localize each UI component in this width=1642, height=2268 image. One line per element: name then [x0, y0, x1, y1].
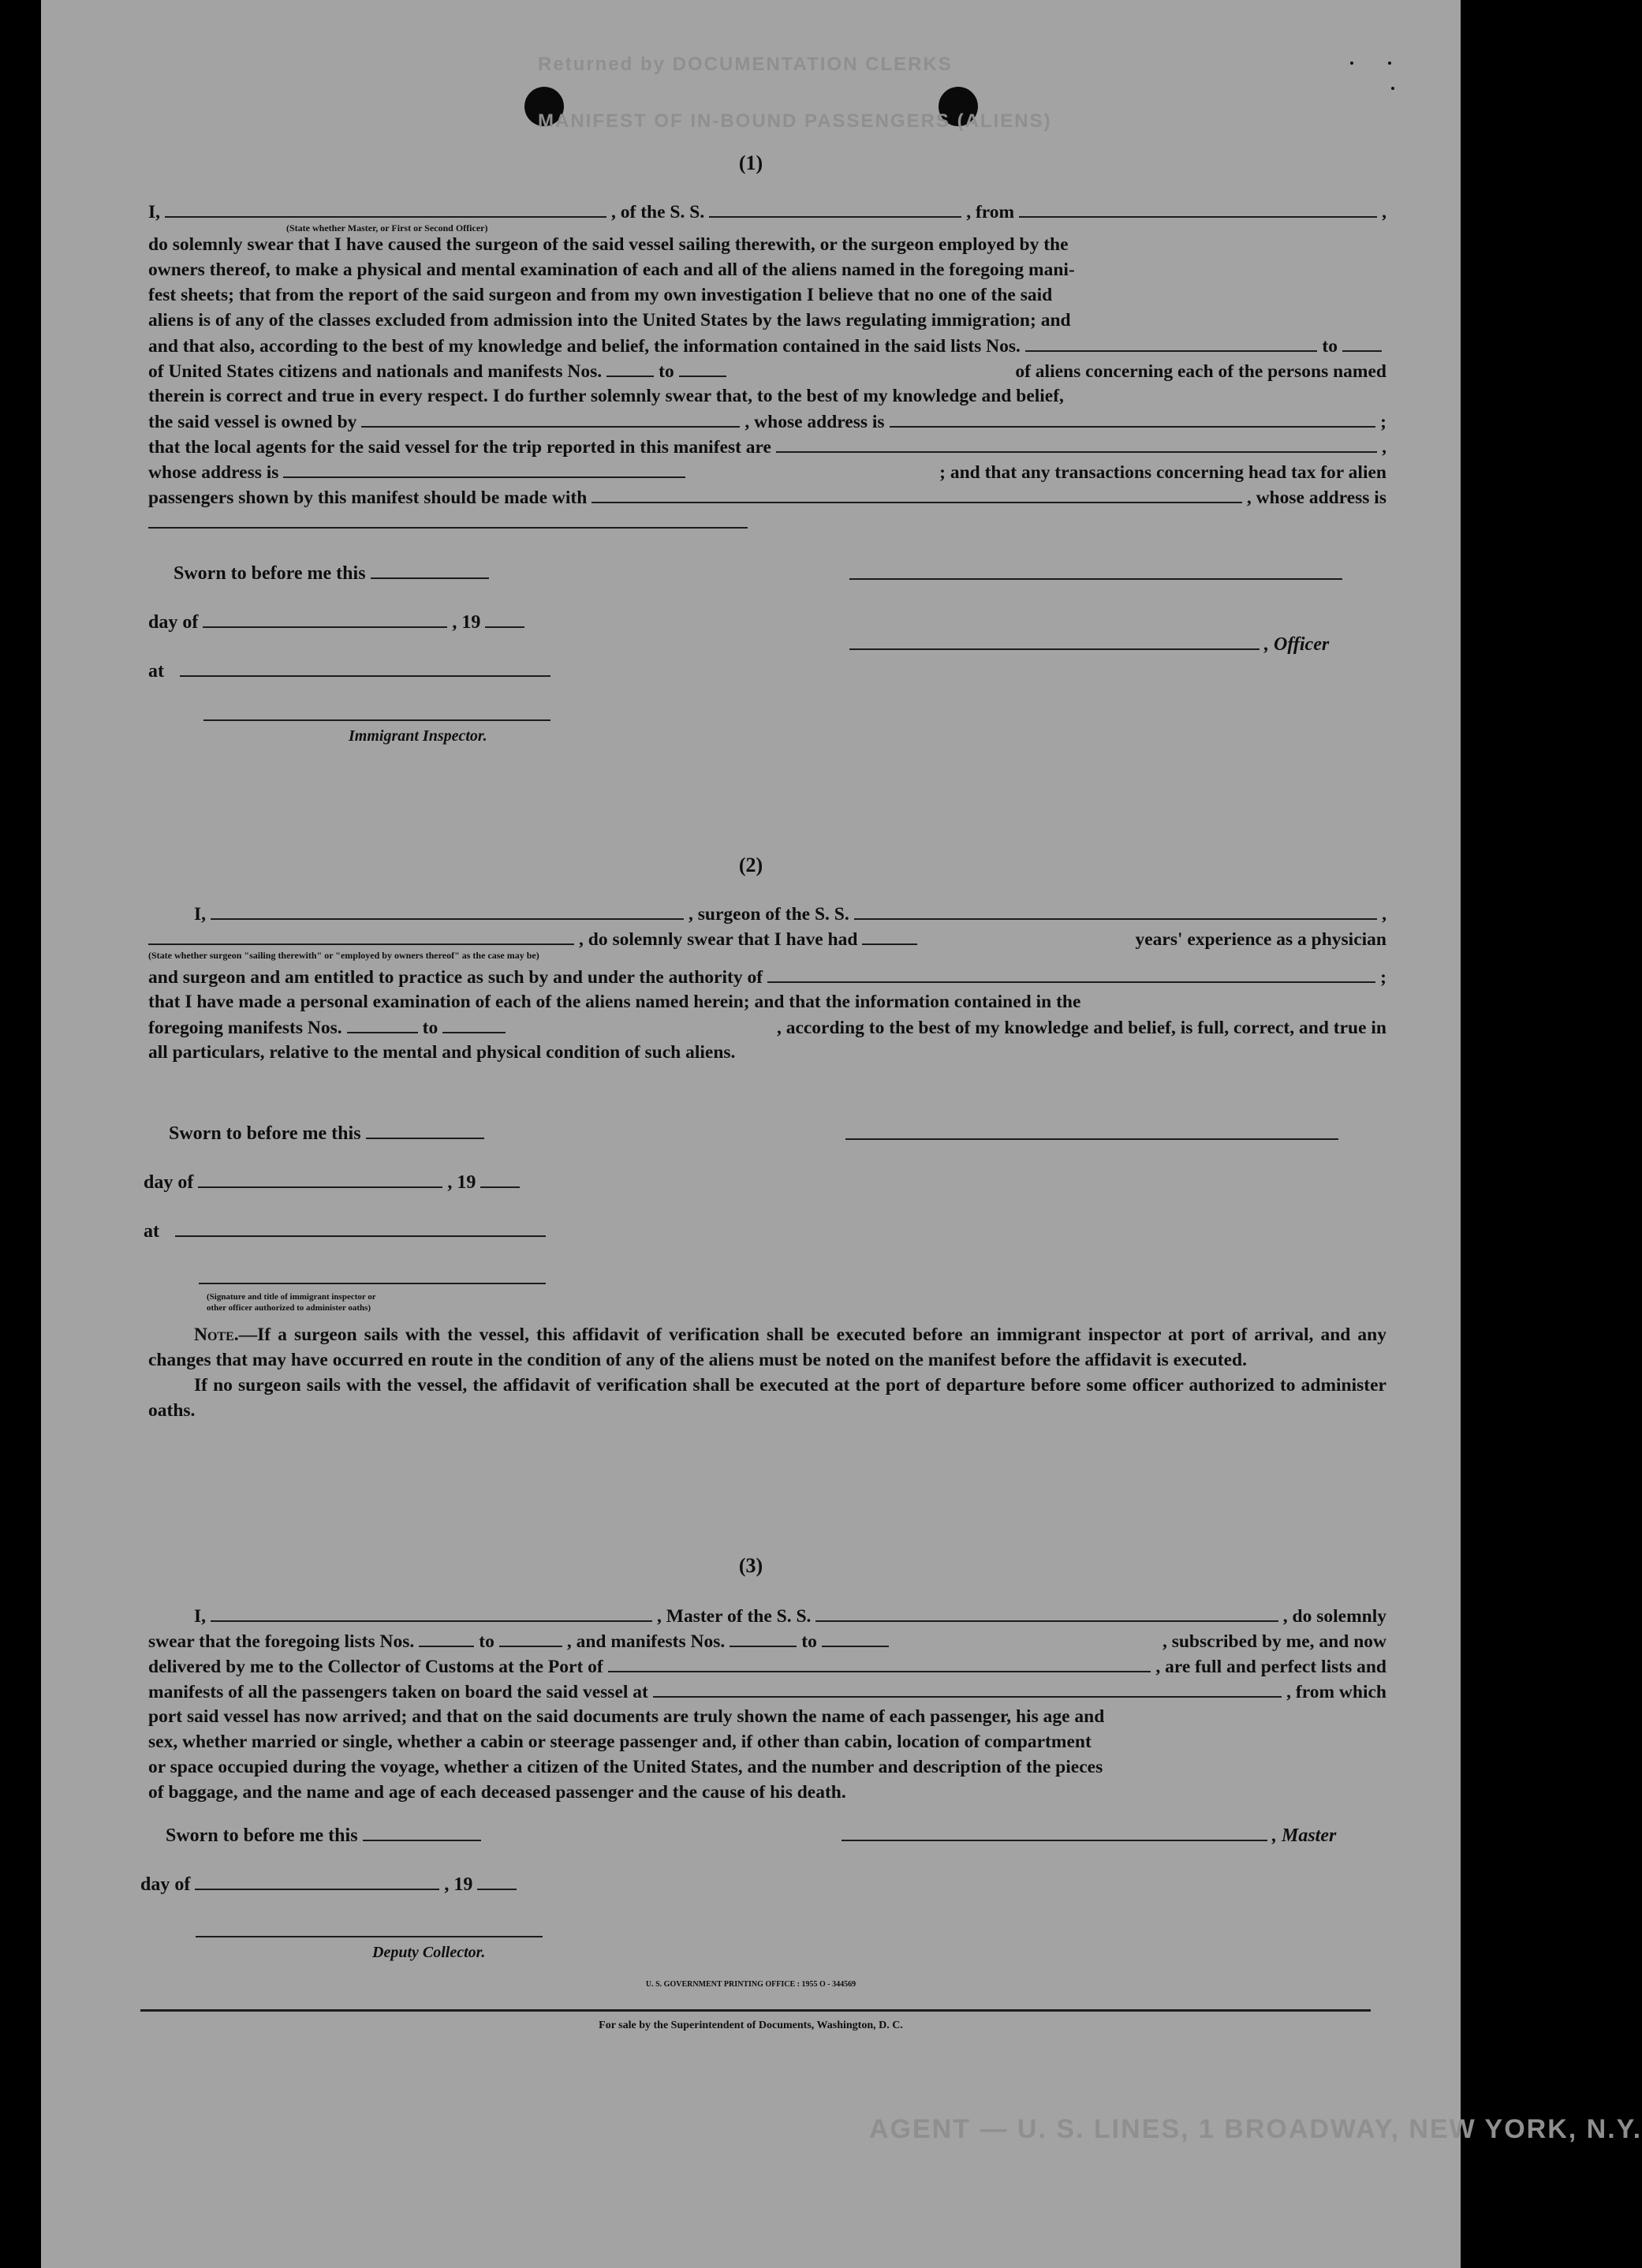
master-vessel-field[interactable]: [815, 1603, 1278, 1622]
port-of-embarkation-field[interactable]: [653, 1679, 1282, 1698]
officer-label: , Officer: [1264, 634, 1330, 655]
surgeon-manifests-from-field[interactable]: [347, 1014, 418, 1033]
faint-bottom-stamp: AGENT — U. S. LINES, 1 BROADWAY, NEW YORK, N.Y.: [869, 2114, 1642, 2144]
deputy-collector-label: Deputy Collector.: [372, 1944, 486, 1961]
sworn-day-field-3[interactable]: [363, 1822, 481, 1841]
master-signature-line[interactable]: [842, 1822, 1267, 1841]
sworn-day-field-2[interactable]: [366, 1120, 484, 1139]
master-manifests-to-field[interactable]: [822, 1628, 889, 1647]
section-3-number: (3): [738, 1554, 763, 1577]
sworn-place-field-2[interactable]: [175, 1218, 546, 1237]
sworn-label-3: Sworn to before me this: [166, 1825, 358, 1846]
surgeon-status-field[interactable]: [148, 926, 574, 945]
deputy-collector-signature-line[interactable]: [196, 1936, 543, 1937]
note-paragraph-2: If no surgeon sails with the vessel, the affidavit of verification shall be executed at the port of departure before some officer authorized to administer oaths.: [148, 1375, 1386, 1421]
day-of-label-2: day of: [144, 1172, 194, 1193]
sworn-month-field-3[interactable]: [195, 1871, 439, 1890]
manifests-to-field[interactable]: [679, 358, 726, 377]
lists-to-field[interactable]: [1342, 333, 1382, 352]
years-experience-field[interactable]: [862, 926, 917, 945]
signature-instruction-2: other officer authorized to administer oaths): [207, 1303, 371, 1313]
section-3-affidavit: I, , Master of the S. S. , do solemnly swear that the foregoing lists Nos. to , and manifests Nos. to , subscribed by me, and now delivered by me to the Collector of Customs at the Port of , are full and perfect lists and manifests of all the passengers taken on board the said vessel at , from which port said vessel has now arrived; and that on the said documents are truly shown the name of each passenger, his age and sex, whether married or single, whether a cabin or steerage passenger and, if other than cabin, location of compartment or space occupied during the voyage, whether a citizen of the United States, and the number and description of the pieces of baggage, and the name and age of each deceased passenger and the cause of his death.: [148, 1603, 1386, 1805]
faint-stamp-text: MANIFEST OF IN-BOUND PASSENGERS (ALIENS): [538, 110, 1052, 132]
master-label: , Master: [1272, 1825, 1337, 1846]
surgeon-vessel-field[interactable]: [854, 901, 1377, 920]
speck: [1391, 87, 1394, 90]
surgeon-status-instruction: (State whether surgeon "sailing therewith" or "employed by owners thereof" as the case may be): [148, 950, 539, 961]
officer-title-field[interactable]: [849, 631, 1259, 650]
lists-from-field[interactable]: [1025, 333, 1318, 352]
speck: [1350, 62, 1353, 65]
sworn-year-field-2[interactable]: [480, 1169, 520, 1188]
port-of-arrival-field[interactable]: [608, 1653, 1151, 1672]
surgeon-signature-line[interactable]: [845, 1138, 1338, 1140]
local-agents-field[interactable]: [776, 434, 1377, 453]
note-paragraph-1: —If a surgeon sails with the vessel, this affidavit of verification shall be executed before an immigrant inspector at port of arrival, and any changes that may have occurred en route in the condition of any of the aliens must be noted on the manifest before the affidavit is executed.: [148, 1325, 1386, 1370]
sworn-month-field-1[interactable]: [203, 609, 447, 628]
document-page: Returned by DOCUMENTATION CLERKS MANIFEST OF IN-BOUND PASSENGERS (ALIENS) AGENT — U. S. LINES, 1 BROADWAY, NEW YORK, N.Y. (1) I, , of the S. S. , from , (State whether Master, or First or Second Officer) do solemnly swear that I have caused the surgeon of the said vessel sailing therewith, or the surgeon employed by the owners thereof, to make a physical and mental examination of each and all of the aliens named in the foregoing mani- fest sheets; that from the report of the said surgeon and from my own investigation I believe that no one of the said aliens is of any of the classes excluded from admission into the United States by the laws regulating immigration; and and that also, according to the best of my knowledge and belief, the information contained in the said lists Nos. to of United States citizens and nationals and manifests Nos. to of aliens concerning each of the persons named therein is correct and true in every respect. I do further solemnly swear that, to the best of my knowledge and belief, the said vessel is owned by , whose address is ; that the local agents for the said vessel for the trip reported in this manifest are , whose address is ; and that any transactions concerning head tax for alien passengers shown by this manifest should be made with , whose address is Sworn to before me this day of , 19 at Immigrant Inspector. , Officer (2) I, , surgeon of the S. S. , , do solemnly swear that I have had years' experience as a physician (State whether surgeon "sailing therewith" or "employed by owners thereof" as the case may be) and surgeon and am entitled to practice as such by and under the authority of ; that I have made a personal examination of each of the aliens named herein; and that the information contained in the foregoing manifests Nos. to , according to the best of my knowledge and belief, is full, correct, and true in all particulars, relative to the mental and physical condition of such aliens. Sworn to before me this day of , 19 at (Signature and title of immigrant inspector or other officer authorized to administer oaths) Note.—If a surgeon sails with the vessel, this affidavit of verification shall be executed before an immigrant inspector at port of arrival, and any changes that may have occurred en route in the condition of any of the aliens must be noted on the manifest before the affidavit is executed. If no surgeon sails with the vessel, the affidavit of verification shall be executed at the port of departure before some officer authorized to administer oaths. (3) I, , Master of the S. S. , do solemnly swear that the foregoing lists Nos. to , and manifests Nos. to , subscribed by me, and now delivered by me to the Collector of Customs at the Port of , are full and perfect lists and manifests of all the passengers taken on board the said vessel at , from which port said vessel has now arrived; and that on the said documents are truly shown the name of each passenger, his age and sex, whether married or single, whether a cabin or steerage passenger and, if other than cabin, location of compartment or space occupied during the voyage, whether a citizen of the United States, and the number and description of the pieces of baggage, and the name and age of each deceased passenger and the cause of his death. Sworn to before me this day of , 19 , Master Deputy Collector. U. S. GOVERNMENT PRINTING OFFICE : 1955 O - 344569 For sale by the Superintendent of Documents, Washington, D. C.: [41, 0, 1461, 2268]
departure-port-field[interactable]: [1019, 199, 1377, 218]
sworn-place-field-1[interactable]: [180, 658, 550, 677]
day-of-label-3: day of: [140, 1874, 191, 1895]
vessel-name-field[interactable]: [709, 199, 961, 218]
section-2-affidavit: I, , surgeon of the S. S. , , do solemnly swear that I have had years' experience as a physician (State whether surgeon "sailing therewith" or "employed by owners thereof" as the case may be) and surgeon and am entitled to practice as such by and under the authority of ; that I have made a personal examination of each of the aliens named herein; and that the information contained in the foregoing manifests Nos. to , according to the best of my knowledge and belief, is full, correct, and true in all particulars, relative to the mental and physical condition of such aliens.: [148, 901, 1386, 1065]
officer-title-instruction: (State whether Master, or First or Second Officer): [286, 222, 488, 234]
faint-stamp-text: Returned by DOCUMENTATION CLERKS: [538, 54, 953, 75]
owner-field[interactable]: [361, 409, 740, 428]
immigrant-inspector-label: Immigrant Inspector.: [349, 727, 487, 745]
authorized-officer-signature-line[interactable]: [199, 1283, 546, 1284]
at-label-1: at: [148, 661, 164, 682]
speck: [1388, 62, 1391, 65]
manifests-from-field[interactable]: [606, 358, 654, 377]
officer-signature-line[interactable]: [849, 578, 1342, 580]
signature-instruction-1: (Signature and title of immigrant inspector or: [207, 1292, 376, 1302]
master-manifests-from-field[interactable]: [730, 1628, 797, 1647]
note-label: Note.: [194, 1325, 239, 1345]
at-label-2: at: [144, 1221, 159, 1242]
section-1-affidavit: I, , of the S. S. , from , (State whether Master, or First or Second Officer) do solemnly swear that I have caused the surgeon of the said vessel sailing therewith, or the surgeon employed by the owners thereof, to make a physical and mental examination of each and all of the aliens named in the foregoing mani- fest sheets; that from the report of the said surgeon and from my own investigation I believe that no one of the said aliens is of any of the classes excluded from admission into the United States by the laws regulating immigration; and and that also, according to the best of my knowledge and belief, the information contained in the said lists Nos. to of United States citizens and nationals and manifests Nos. to of aliens concerning each of the persons named therein is correct and true in every respect. I do further solemnly swear that, to the best of my knowledge and belief, the said vessel is owned by , whose address is ; that the local agents for the said vessel for the trip reported in this manifest are , whose address is ; and that any transactions concerning head tax for alien passengers shown by this manifest should be made with , whose address is: [148, 199, 1386, 535]
sworn-label-2: Sworn to before me this: [169, 1123, 361, 1144]
owner-address-field[interactable]: [890, 409, 1376, 428]
sale-notice: For sale by the Superintendent of Documents, Washington, D. C.: [599, 2020, 903, 2031]
sworn-month-field-2[interactable]: [198, 1169, 442, 1188]
surgeon-manifests-to-field[interactable]: [442, 1014, 506, 1033]
surgeon-name-field[interactable]: [211, 901, 684, 920]
sworn-year-field-1[interactable]: [485, 609, 524, 628]
sworn-label-1: Sworn to before me this: [174, 563, 366, 584]
master-lists-from-field[interactable]: [419, 1628, 474, 1647]
officer-name-field[interactable]: [165, 199, 606, 218]
head-tax-address-field[interactable]: [148, 510, 748, 529]
sworn-day-field-1[interactable]: [371, 560, 489, 579]
agents-address-field[interactable]: [283, 459, 685, 478]
gpo-imprint: U. S. GOVERNMENT PRINTING OFFICE : 1955 O - 344569: [645, 1980, 856, 1989]
master-name-field[interactable]: [211, 1603, 652, 1622]
sworn-year-field-3[interactable]: [477, 1871, 517, 1890]
section-2-number: (2): [738, 854, 763, 876]
head-tax-party-field[interactable]: [591, 484, 1242, 503]
footer-rule: [140, 2009, 1371, 2012]
day-of-label-1: day of: [148, 612, 199, 633]
verification-note: [148, 1322, 1386, 1423]
master-lists-to-field[interactable]: [499, 1628, 562, 1647]
section-1-number: (1): [738, 151, 763, 174]
inspector-signature-line[interactable]: [203, 719, 550, 721]
practice-authority-field[interactable]: [767, 964, 1375, 983]
